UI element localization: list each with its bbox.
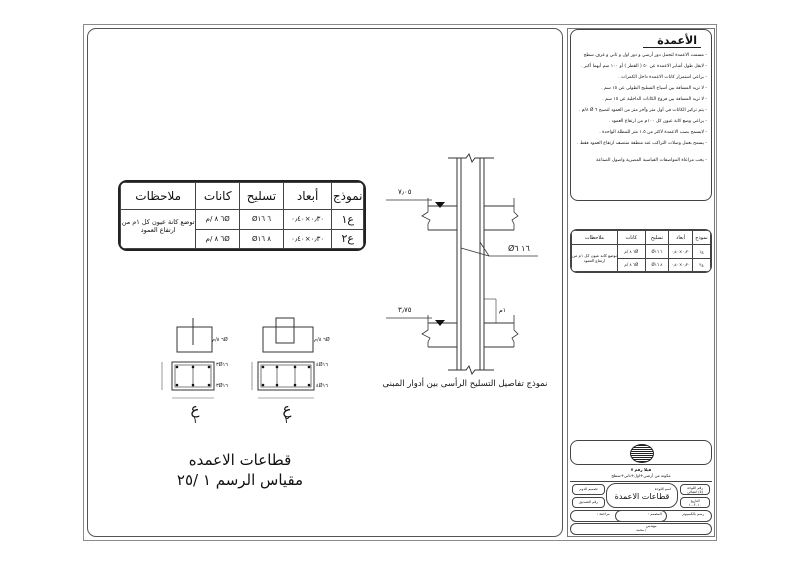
columns-schedule-table (118, 180, 366, 251)
reviewer-label: مراجعة : (597, 512, 610, 516)
cell-stirrups: ٦Ø ٨ /م (196, 210, 240, 230)
column-elevation-detail (380, 150, 550, 400)
stirrup-label: ٦Ø ٨/م (212, 337, 228, 343)
cell-model: ع١ (332, 210, 364, 230)
note-item: - لا تزيد المسافة بين فروع الكانات الداخلية عن ١٥ سم . (602, 97, 707, 102)
project-name: فيلا رقم ٧ (630, 467, 652, 472)
section-c1-label (180, 400, 210, 427)
side-columns-table (570, 229, 712, 273)
title-block-divider (570, 481, 712, 482)
cell-remarks: توضع كانة عيون كل ١م من ارتفاع العمود (572, 245, 618, 272)
cell-rebar: ٦ Ø١٦ (645, 245, 669, 259)
note-item: - لايسمح بصب الاعمدة لاكثر من ١.٥ متر للمطلة الواحدة . (599, 130, 707, 135)
note-item: - لا تزيد المسافة بين أسياخ التسليح الطولى عن ١٥ سم . (601, 86, 707, 91)
cell-stirrups: ٦Ø ٨ /م (617, 245, 645, 259)
header-rebar: تسليح (240, 183, 284, 210)
header-model: نموذج (332, 183, 364, 210)
bottom-bars-label: ٣Ø١٦ (216, 383, 228, 389)
note-item: - لايقل طول أشاير الاعمدة عن ٥٠ ( القطر ) أو ١٠٠ سم أيهما أكبر . (581, 64, 707, 69)
section-c2-drawing (250, 315, 350, 400)
header-model: نموذج (692, 231, 710, 245)
cell-rebar: ٨ Ø١٦ (240, 229, 284, 249)
design-cell: تصميم الدوم (572, 484, 605, 495)
section-letter: ع (282, 400, 292, 418)
cell-stirrups: ٦Ø ٨ /م (196, 229, 240, 249)
header-rebar: تسليح (645, 231, 669, 245)
designer-label: المصمم : (648, 512, 662, 516)
header-dims: أبعاد (669, 231, 693, 245)
general-notes (570, 29, 712, 201)
date-cell (680, 497, 710, 508)
sections-caption (160, 450, 320, 490)
bottom-bars-label: ٤Ø١٦ (316, 383, 328, 389)
cell-rebar: ٦ Ø١٦ (240, 210, 284, 230)
section-c2-label (272, 400, 302, 427)
elevation-drawing (380, 150, 550, 375)
header-stirrups: كانات (196, 183, 240, 210)
plate-number: (٥) انشائي (687, 490, 703, 494)
notes-title: الأعمدة (575, 34, 707, 47)
note-item: - يتم تركيز الكانات في أول متر وآخر متر من العمود لتصبح ٦ Ø ٨/م . (578, 108, 707, 113)
cell-stirrups: ٦Ø ٨ /م (617, 258, 645, 272)
cell-model: ع٢ (332, 229, 364, 249)
engineer-name: / محمد (636, 528, 647, 532)
date-label: التاريخ (690, 499, 700, 503)
note-item: - يسمح بعمل وصلات التراكب عند منطقة منتصف ارتفاع العمود فقط . (577, 141, 707, 146)
approval-cell: رقم التصديق (572, 497, 605, 508)
logo-box (570, 440, 712, 465)
header-stirrups: كانات (617, 231, 645, 245)
project-description: مكونة من أرضي+اول+ثاني+سطح (611, 473, 671, 478)
cell-dims: ٠٫٣٠×٠٫٤٠ (283, 210, 332, 230)
note-item: - مسمت الاعمدة لتحمل دور أرضي و دور اول و ثاني و غرف سطح (583, 53, 707, 58)
note-item: - يجب مراعاة المواصفات القياسية المصرية واصول الصناعة (596, 158, 707, 163)
cell-dims: ٠٫٣٠×٠٫٤٠ (283, 229, 332, 249)
header-remarks: ملاحظات (572, 231, 618, 245)
column-section-c1 (150, 315, 240, 425)
cell-model: ع١ (692, 245, 710, 259)
title-block (570, 440, 712, 534)
rebar-label: ١٦ Ø٦ (508, 244, 530, 253)
level-top-label: ٧٫٠٥ (398, 188, 412, 196)
drawing-title-box (606, 483, 678, 508)
note-item: - يراعي استمرار كانات الاعمدة داخل الكمرات . (618, 75, 707, 80)
project-info (570, 465, 712, 481)
section-number: ٢ (284, 415, 290, 426)
drawing-name-label: اسم اللوحة (654, 487, 671, 491)
column-section-c2 (250, 315, 350, 425)
note-item: - يراعي وضع كانة عيون كل ١٠٠م من ارتفاع العمود . (608, 119, 707, 124)
cell-model: ع٢ (692, 258, 710, 272)
plate-number-label: رقم اللوحة (687, 486, 703, 490)
engineer-label: مهندس (646, 524, 657, 528)
date-value: ٢٠١٠-١٠ (688, 503, 702, 507)
drawing-name: قطاعات الاعمدة (614, 492, 670, 501)
header-remarks: ملاحظات (121, 183, 196, 210)
cell-remarks: توضع كانة عيون كل ١م من ارتفاع العمود (121, 210, 196, 249)
sections-title: قطاعات الاعمده (188, 451, 292, 469)
cell-rebar: ٨ Ø١٦ (645, 258, 669, 272)
level-bottom-label: ٣٫٧٥ (398, 306, 412, 314)
section-number: ١ (192, 415, 198, 426)
scale-label: مقياس الرسم ١ /٢٥ (176, 471, 304, 489)
plate-number-cell (680, 484, 710, 495)
spacing-label: ١م (499, 307, 506, 314)
top-bars-label: ٣Ø١٦ (216, 362, 228, 368)
cad-drafter-label: رسم بالكمبيوتر (682, 512, 704, 516)
stirrup-label: ٦Ø ٨/م (314, 337, 330, 343)
cell-dims: ٠٫٣٠×٠٫٤٠ (669, 245, 693, 259)
elevation-caption: نموذج تفاصيل التسليح الرأسى بين أدوار المبنى (382, 379, 548, 389)
cell-dims: ٠٫٣٠×٠٫٤٠ (669, 258, 693, 272)
top-bars-label: ٤Ø١٦ (316, 362, 328, 368)
section-letter: ع (190, 400, 200, 418)
company-logo-icon (630, 444, 654, 463)
header-dims: أبعاد (283, 183, 332, 210)
